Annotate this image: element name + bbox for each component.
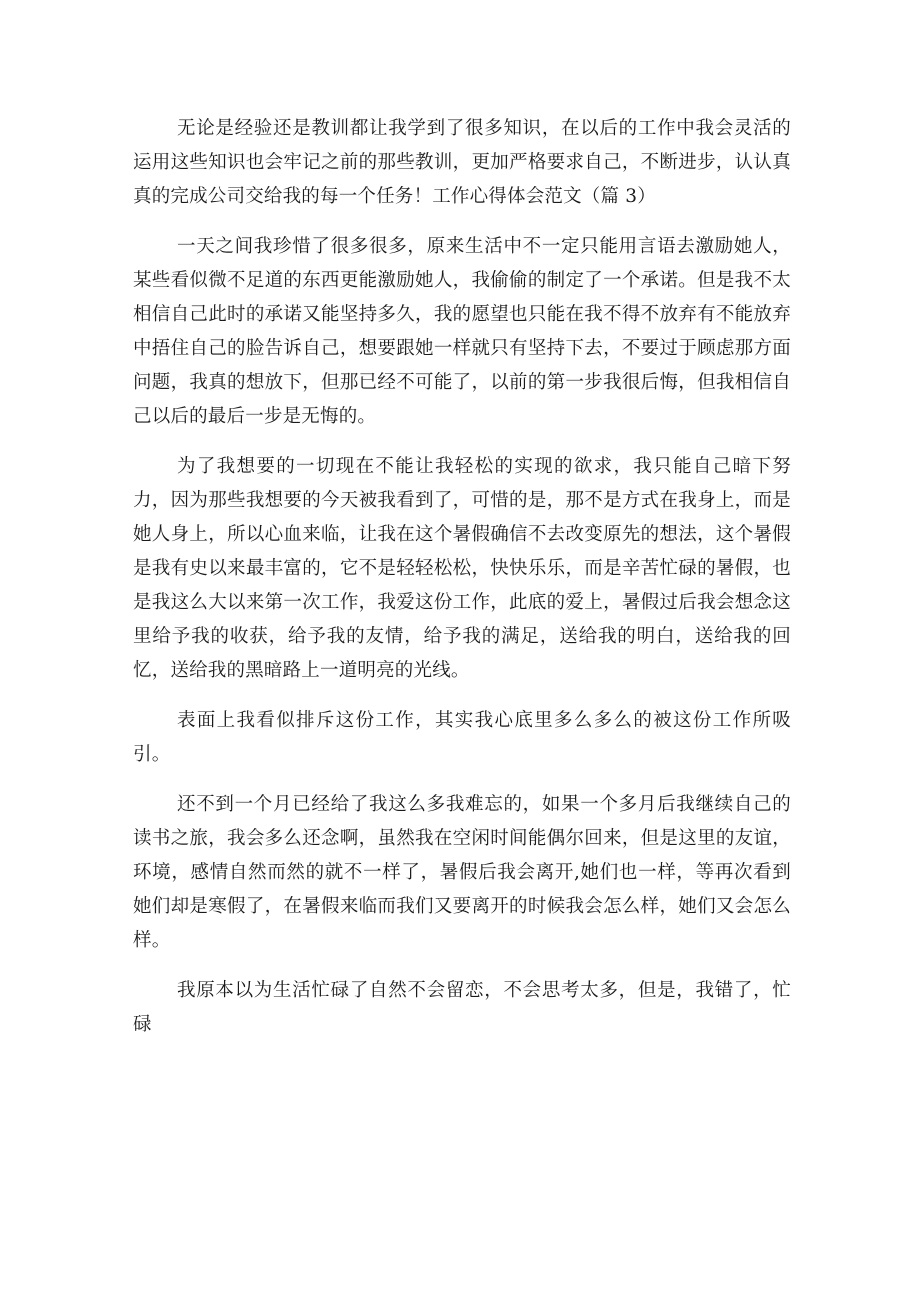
- paragraph-3: 为了我想要的一切现在不能让我轻松的实现的欲求，我只能自己暗下努力，因为那些我想要的今天被我看到了，可惜的是，那不是方式在我身上，而是她人身上，所以心血来临，让我在这个暑假确信不去改变原先的想法，这个暑假是我有史以来最丰富的，它不是轻轻松松，快快乐乐，而是辛苦忙碌的暑假，也是我这么大以来第一次工作，我爱这份工作，此底的爱上，暑假过后我会想念这里给予我的收获，给予我的友情，给予我的满足，送给我的明白，送给我的回忆，送给我的黑暗路上一道明亮的光线。: [133, 456, 791, 681]
- paragraph-2: 一天之间我珍惜了很多很多，原来生活中不一定只能用言语去激励她人，某些看似微不足道的东西更能激励她人，我偷偷的制定了一个承诺。但是我不太相信自己此时的承诺又能坚持多久，我的愿望也只能在我不得不放弃有不能放弃中捂住自己的脸告诉自己，想要跟她一样就只有坚持下去，不要过于顾虑那方面问题，我真的想放下，但那已经不可能了，以前的第一步我很后悔，但我相信自己以后的最后一步是无悔的。: [133, 236, 791, 427]
- paragraph-6: 我原本以为生活忙碌了自然不会留恋，不会思考太多，但是，我错了，忙碌: [133, 980, 791, 1035]
- paragraph-4: 表面上我看似排斥这份工作，其实我心底里多么多么的被这份工作所吸引。: [133, 710, 791, 765]
- paragraph-5: 还不到一个月已经给了我这么多我难忘的，如果一个多月后我继续自己的读书之旅，我会多么还念啊，虽然我在空闲时间能偶尔回来，但是这里的友谊，环境，感情自然而然的就不一样了，暑假后我会离开,她们也一样，等再次看到她们却是寒假了，在暑假来临而我们又要离开的时候我会怎么样，她们又会怎么样。: [133, 794, 791, 951]
- document-body: [133, 112, 791, 1058]
- paragraph-1: 无论是经验还是教训都让我学到了很多知识，在以后的工作中我会灵活的运用这些知识也会牢记之前的那些教训，更加严格要求自己，不断进步，认认真真的完成公司交给我的每一个任务！工作心得体会范文（篇 3）: [133, 118, 791, 207]
